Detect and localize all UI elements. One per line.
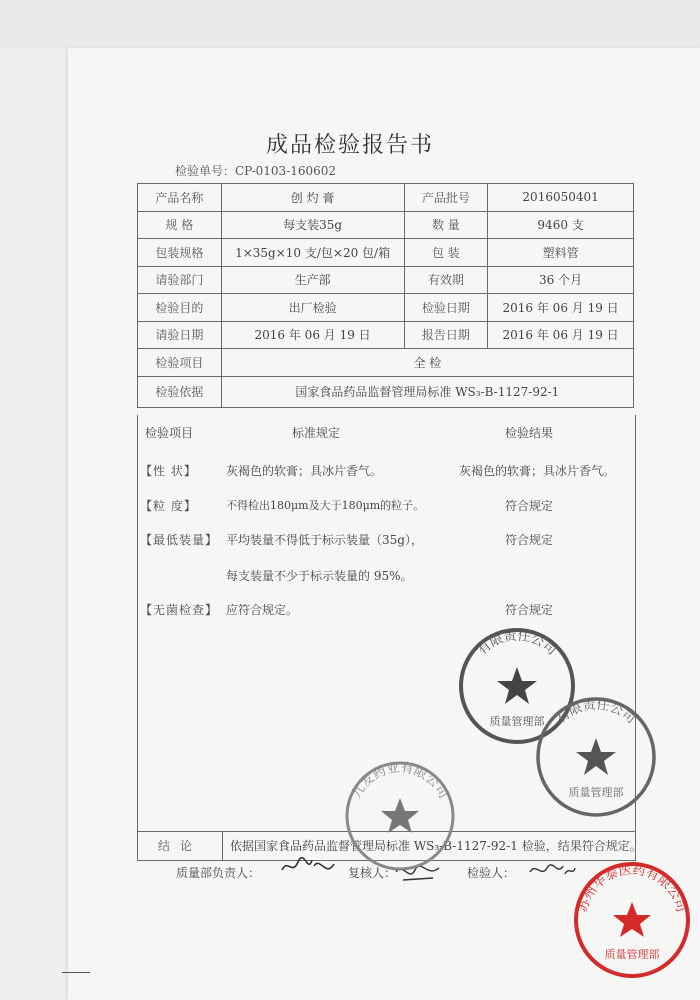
table-row	[138, 321, 634, 349]
validity-label: 有效期	[404, 266, 488, 294]
validity-value: 36 个月	[488, 266, 634, 294]
result-value: 符合规定	[505, 533, 554, 547]
conclusion-text: 依据国家食品药品监督管理局标准 WS₃-B-1127-92-1 检验，结果符合规定。	[230, 839, 642, 853]
result-value: 符合规定	[505, 499, 554, 513]
dept-label: 请验部门	[138, 266, 222, 294]
report-number: 检验单号：CP-0103-160602	[175, 164, 337, 178]
svg-text:有限责任公司	[554, 697, 638, 727]
table-row	[138, 376, 634, 407]
product-name-label: 产品名称	[138, 184, 222, 212]
table-row	[138, 211, 634, 239]
scan-mark	[62, 972, 90, 973]
dept-value: 生产部	[221, 266, 404, 294]
table-row	[138, 184, 634, 212]
company-seal-icon	[342, 758, 458, 874]
result-value: 灰褐色的软膏；具冰片香气。	[459, 464, 616, 478]
company-seal-icon	[533, 694, 659, 820]
seal-company-text: 苏州华泰医药有限公司	[575, 862, 689, 915]
svg-text:九发药业有限公司	[348, 761, 450, 802]
table-row	[138, 266, 634, 294]
seal-company-text: 有限责任公司	[553, 697, 639, 727]
conclusion-label: 结论	[138, 832, 223, 860]
scan-top-margin	[0, 0, 700, 48]
inspector-label: 检验人：	[467, 866, 516, 880]
quality-dept-seal-icon	[570, 858, 694, 982]
table-row	[138, 349, 634, 377]
qa-head-label: 质量部负责人：	[176, 866, 261, 880]
seal-text: 质量管理部	[489, 715, 545, 728]
result-item: 【性 状】	[140, 464, 197, 478]
spec-value: 每支装35g	[221, 211, 404, 239]
qa-head-signature	[278, 852, 338, 882]
document-title: 成品检验报告书	[265, 133, 434, 158]
seal-company-text: 有限责任公司	[474, 628, 560, 659]
scan-left-margin	[0, 48, 68, 1000]
batch-value: 2016050401	[488, 184, 634, 212]
test-date-value: 2016 年 06 月 19 日	[488, 294, 634, 322]
batch-label: 产品批号	[404, 184, 488, 212]
items-value: 全 检	[221, 349, 633, 377]
result-standard: 不得检出180μm及大于180μm的粒子。	[226, 499, 425, 512]
result-standard: 应符合规定。	[226, 603, 299, 617]
purpose-label: 检验目的	[138, 294, 222, 322]
request-date-label: 请验日期	[138, 321, 222, 349]
pack-label: 包 装	[404, 239, 488, 267]
spec-label: 规 格	[138, 211, 222, 239]
result-item: 【最低装量】	[140, 533, 219, 547]
basis-label: 检验依据	[138, 376, 222, 407]
items-label: 检验项目	[138, 349, 222, 377]
table-row	[138, 294, 634, 322]
info-table	[137, 183, 634, 408]
result-standard-continued: 每支装量不少于标示装量的 95%。	[226, 569, 413, 583]
basis-value: 国家食品药品监督管理局标准 WS₃-B-1127-92-1	[221, 376, 633, 407]
request-date-value: 2016 年 06 月 19 日	[221, 321, 404, 349]
test-date-label: 检验日期	[404, 294, 488, 322]
results-col-standard: 标准规定	[292, 426, 341, 440]
product-name-value: 创 灼 膏	[221, 184, 404, 212]
pack-value: 塑料管	[488, 239, 634, 267]
svg-text:有限责任公司	[475, 628, 559, 659]
qty-label: 数 量	[404, 211, 488, 239]
table-row	[138, 239, 634, 267]
seal-text: 质量管理部	[568, 786, 624, 799]
report-date-label: 报告日期	[404, 321, 488, 349]
seal-text: 质量管理部	[604, 948, 660, 961]
reviewer-label: 复核人：	[348, 866, 397, 880]
result-value: 符合规定	[505, 603, 554, 617]
results-col-result: 检验结果	[505, 426, 554, 440]
result-item: 【粒 度】	[140, 499, 197, 513]
result-standard: 灰褐色的软膏；具冰片香气。	[226, 464, 383, 478]
purpose-value: 出厂检验	[221, 294, 404, 322]
pack-spec-value: 1×35g×10 支/包×20 包/箱	[221, 239, 404, 267]
seal-text: 九发药业有限公司	[349, 760, 451, 802]
results-col-item: 检验项目	[145, 426, 194, 440]
result-standard: 平均装量不得低于标示装量（35g），	[226, 533, 423, 547]
result-item: 【无菌检查】	[140, 603, 219, 617]
qty-value: 9460 支	[488, 211, 634, 239]
report-date-value: 2016 年 06 月 19 日	[488, 321, 634, 349]
pack-spec-label: 包装规格	[138, 239, 222, 267]
